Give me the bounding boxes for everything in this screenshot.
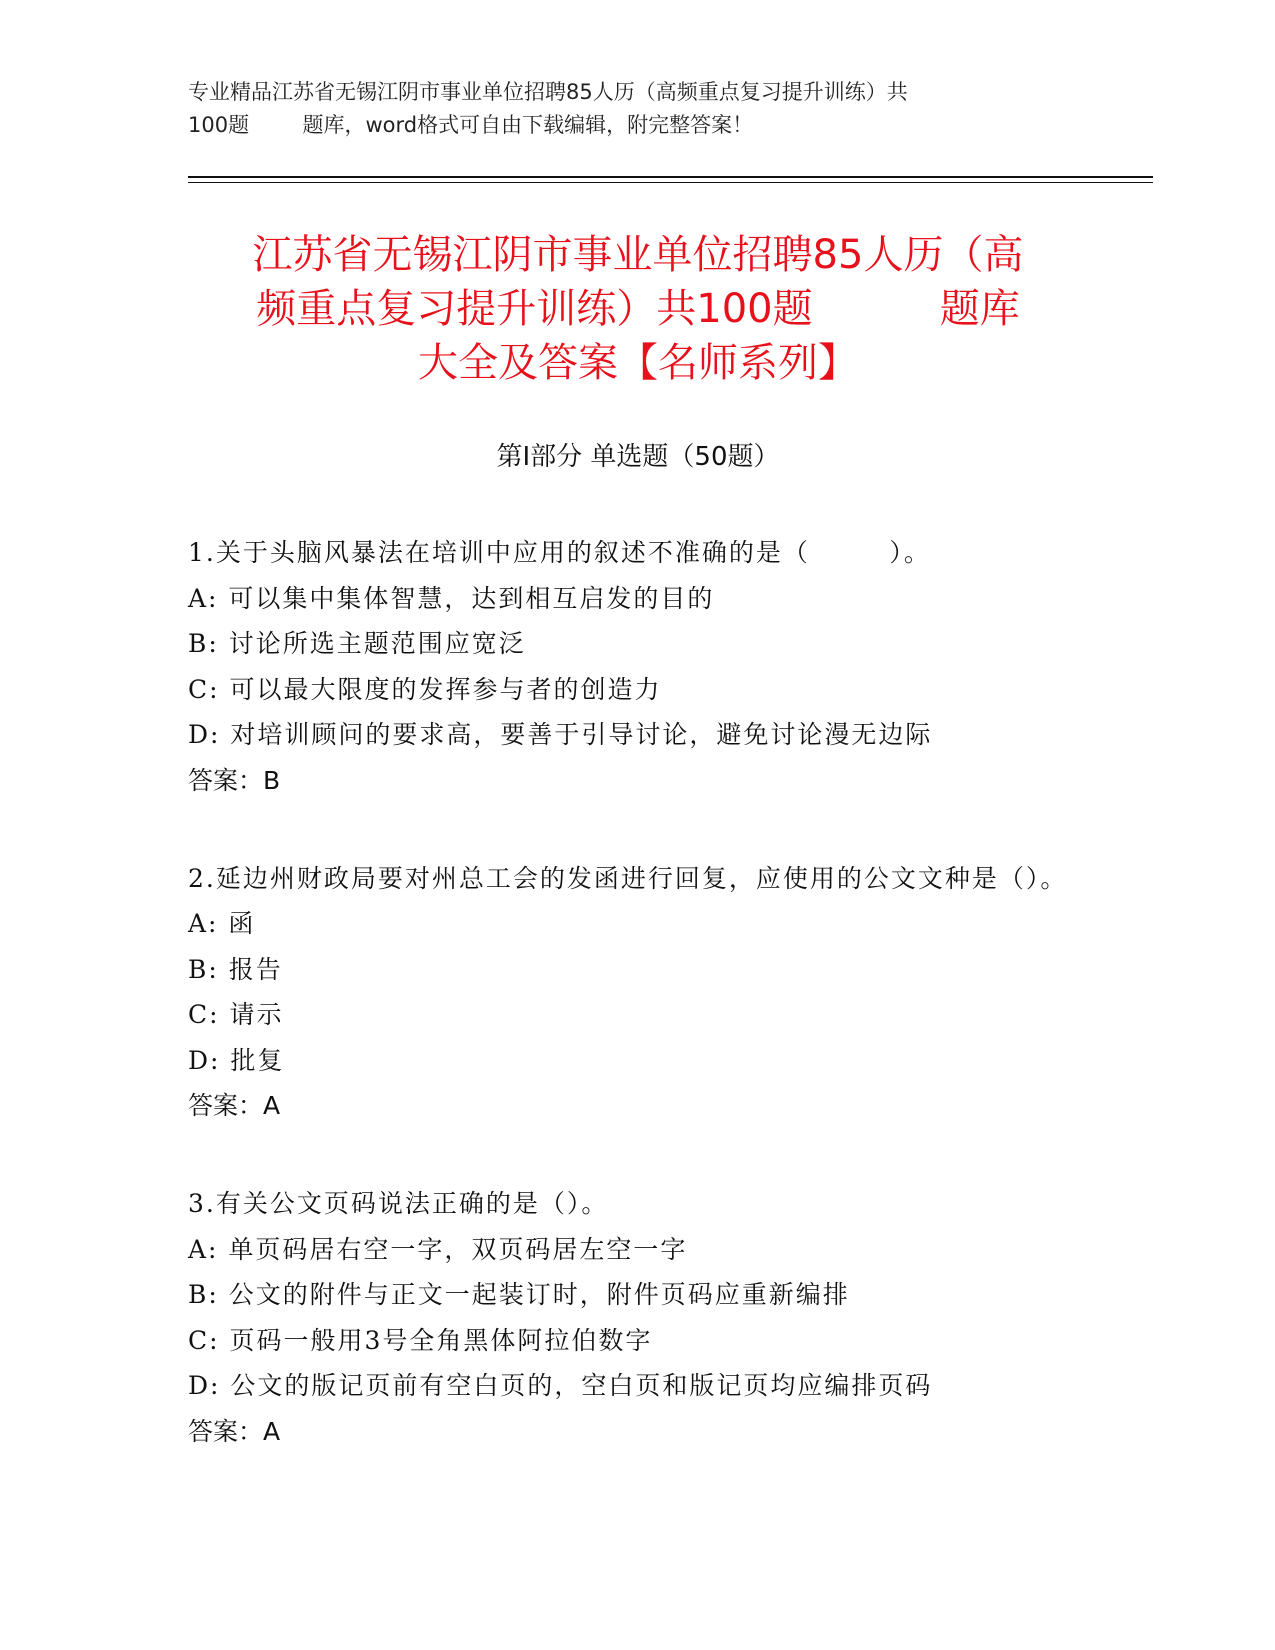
- option-c: C: 页码一般用3号全角黑体阿拉伯数字: [188, 1325, 653, 1355]
- page-header: [188, 76, 1068, 142]
- title-line-2: 频重点复习提升训练）共100题 题库: [256, 286, 1020, 332]
- question-text: 3.有关公文页码说法正确的是（）。: [188, 1189, 609, 1218]
- option-a: A: 单页码居右空一字，双页码居左空一字: [188, 1234, 688, 1264]
- header-rule-thin: [188, 182, 1153, 183]
- answer: 答案：B: [188, 765, 281, 795]
- document-title: [188, 228, 1088, 390]
- answer: 答案：A: [188, 1416, 281, 1446]
- option-b: B: 讨论所选主题范围应宽泛: [188, 629, 526, 658]
- option-d: D: 批复: [188, 1045, 285, 1075]
- header-line-2: 100题 题库，word格式可自由下载编辑，附完整答案！: [188, 113, 754, 137]
- question-text: 1.关于头脑风暴法在培训中应用的叙述不准确的是（ ）。: [188, 538, 931, 567]
- answer: 答案：A: [188, 1091, 281, 1120]
- option-c: C: 请示: [188, 1000, 284, 1029]
- option-d: D: 对培训顾问的要求高，要善于引导讨论，避免讨论漫无边际: [188, 720, 933, 749]
- section-heading: 第Ⅰ部分 单选题（50题）: [496, 442, 780, 472]
- option-b: B: 报告: [188, 954, 283, 984]
- question-1: [188, 530, 1068, 803]
- title-line-1: 江苏省无锡江阴市事业单位招聘85人历（高: [252, 232, 1024, 278]
- question-3: [188, 1181, 1068, 1454]
- question-list: [188, 530, 1068, 1507]
- option-b: B: 公文的附件与正文一起装订时，附件页码应重新编排: [188, 1280, 850, 1309]
- header-line-1: 专业精品江苏省无锡江阴市事业单位招聘85人历（高频重点复习提升训练）共: [188, 80, 908, 104]
- question-2: [188, 856, 1068, 1129]
- option-c: C: 可以最大限度的发挥参与者的创造力: [188, 674, 662, 704]
- option-a: A: 函: [188, 909, 256, 938]
- option-a: A: 可以集中集体智慧，达到相互启发的目的: [188, 583, 715, 613]
- header-rule-thick: [188, 176, 1153, 178]
- option-d: D: 公文的版记页前有空白页的，空白页和版记页均应编排页码: [188, 1371, 933, 1400]
- question-text: 2.延边州财政局要对州总工会的发函进行回复，应使用的公文文种是（）。: [188, 863, 1068, 893]
- title-line-3: 大全及答案【名师系列】: [418, 340, 858, 386]
